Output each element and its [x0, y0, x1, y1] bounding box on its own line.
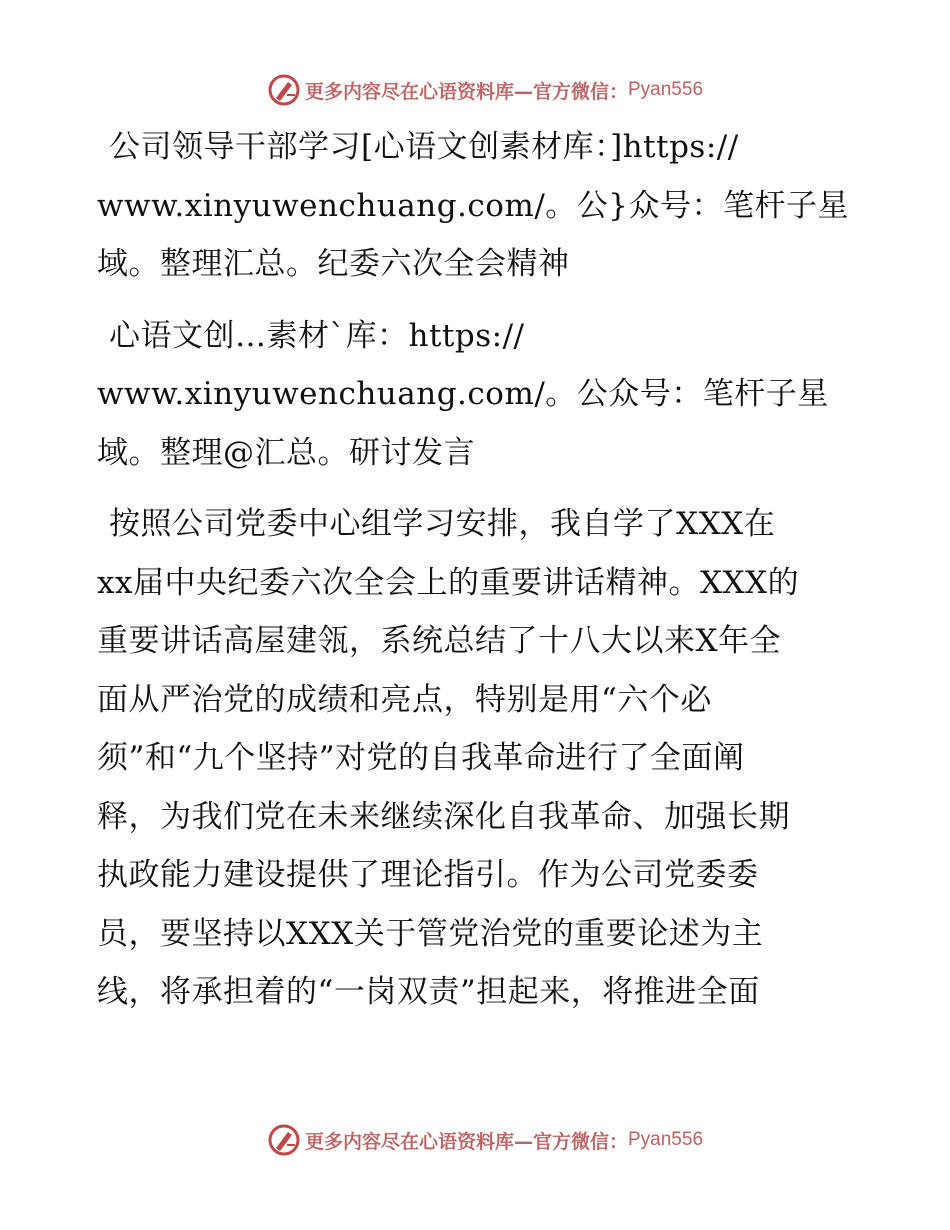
header-watermark [0, 70, 950, 110]
header-watermark-content [267, 73, 703, 107]
footer-watermark [0, 1120, 950, 1160]
paragraph-line: 释，为我们党在未来继续深化自我革命、加强长期 [97, 798, 790, 835]
paragraph-line: 面从严治党的成绩和亮点，特别是用“六个必 [97, 681, 712, 718]
paragraph-2 [97, 307, 857, 483]
paragraph-line: 按照公司党委中心组学习安排，我自学了XXX在 [109, 506, 776, 542]
paragraph-line: xx届中央纪委六次全会上的重要讲话精神。XXX的 [97, 564, 800, 601]
pen-logo-icon [267, 1123, 301, 1157]
paragraph-line: 重要讲话高屋建瓴，系统总结了十八大以来X年全 [97, 623, 782, 659]
paragraph-line: 线，将承担着的“一岗双责”担起来，将推进全面 [97, 974, 760, 1010]
document-body [97, 118, 857, 1035]
paragraph-line: www.xinyuwenchuang.com/。公}众号：笔杆子星 [97, 187, 849, 224]
watermark-brand-text: 更多内容尽在心语资料库—官方微信： [304, 1130, 628, 1153]
paragraph-line: 域。整理@汇总。研讨发言 [97, 434, 475, 471]
watermark-contact-text: Pyan556 [628, 1129, 704, 1150]
paragraph-line: www.xinyuwenchuang.com/。公众号：笔杆子星 [97, 376, 829, 412]
watermark-brand-text: 更多内容尽在心语资料库—官方微信： [304, 80, 628, 103]
paragraph-line: 域。整理汇总。纪委六次全会精神 [97, 246, 570, 282]
pen-logo-icon [267, 73, 301, 107]
paragraph-3 [97, 495, 857, 1022]
paragraph-line: 执政能力建设提供了理论指引。作为公司党委委 [97, 857, 759, 893]
paragraph-line: 心语文创…素材`库：https:// [109, 317, 525, 354]
footer-watermark-content [267, 1123, 703, 1157]
paragraph-line: 员，要坚持以XXX关于管党治党的重要论述为主 [97, 915, 764, 952]
paragraph-line: 须”和“九个坚持”对党的自我革命进行了全面阐 [97, 740, 745, 776]
watermark-contact-text: Pyan556 [628, 79, 704, 100]
paragraph-1 [97, 118, 857, 294]
paragraph-line: 公司领导干部学习[心语文创素材库：]https:// [109, 129, 739, 165]
